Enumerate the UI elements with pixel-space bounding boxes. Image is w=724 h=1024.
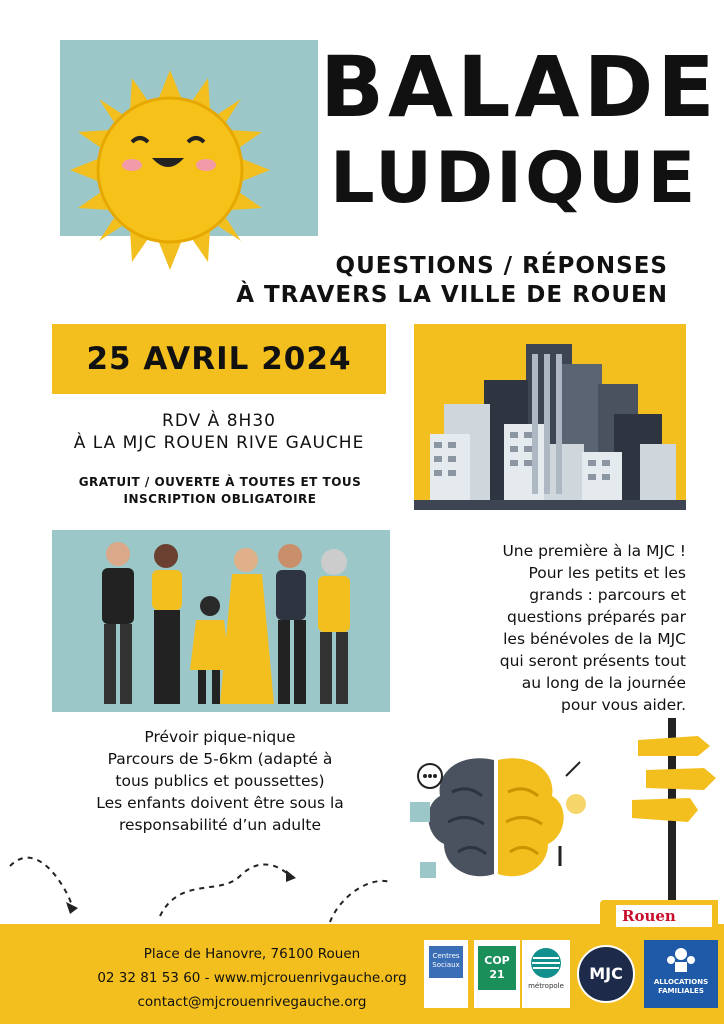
description-line: Pour les petits et les [528,564,686,582]
city-buildings-illustration [414,324,686,510]
family-illustration [52,530,390,712]
description-line: pour vous aider. [561,696,686,714]
practical-line: Parcours de 5-6km (adapté à [107,750,333,768]
subtitle-line-1: QUESTIONS / RÉPONSES [335,253,668,279]
title-line-2: LUDIQUE [330,137,699,219]
caf-family-icon [666,946,696,974]
description-line: questions préparés par [507,608,686,626]
centres-sociaux-mark: Centres Sociaux [429,946,463,978]
practical-line: Prévoir pique-nique [144,728,296,746]
subtitle-line-2: À TRAVERS LA VILLE DE ROUEN [236,282,668,308]
rouen-logo: Rouen [616,905,712,927]
metropole-label: métropole [528,982,564,990]
cop21-mark: COP 21 [478,946,516,990]
centres-sociaux-logo [424,940,468,1008]
rdv-place: À LA MJC ROUEN RIVE GAUCHE [73,433,365,453]
registration-text: INSCRIPTION OBLIGATOIRE [123,492,317,506]
free-open-text: GRATUIT / OUVERTE À TOUTES ET TOUS [78,475,362,489]
footer-address: Place de Hanovre, 76100 Rouen [143,946,361,962]
footer-phone-website[interactable]: 02 32 81 53 60 - www.mjcrouenrivgauche.org [97,970,407,986]
description-line: qui seront présents tout [499,652,686,670]
access-info [44,474,396,508]
metropole-logo [522,940,570,1008]
practical-line: responsabilité d’un adulte [118,816,322,834]
caf-label: ALLOCATIONS FAMILIALES [653,978,709,995]
description-line: les bénévoles de la MJC [503,630,686,648]
event-date: 25 AVRIL 2024 [86,341,352,377]
cop21-logo [474,940,520,1008]
practical-info [30,726,410,836]
event-description [408,540,686,716]
signpost-illustration [628,718,718,924]
description-line: Une première à la MJC ! [502,542,686,560]
brain-illustration [400,736,592,898]
caf-logo [644,940,718,1008]
description-line: grands : parcours et [529,586,686,604]
practical-line: Les enfants doivent être sous la [96,794,344,812]
description-line: au long de la journée [521,674,686,692]
rdv-time: RDV À 8H30 [162,411,276,431]
dashed-arrows-decoration [0,836,400,926]
footer-email[interactable]: contact@mjcrouenrivegauche.org [137,994,367,1010]
smiling-sun-illustration [70,70,270,270]
mjc-label: MJC [589,964,623,983]
practical-line: tous publics et poussettes) [115,772,325,790]
mjc-logo [574,940,638,1008]
title-line-1: BALADE [320,38,719,136]
metropole-globe-icon [529,946,563,980]
meeting-info [52,410,386,454]
